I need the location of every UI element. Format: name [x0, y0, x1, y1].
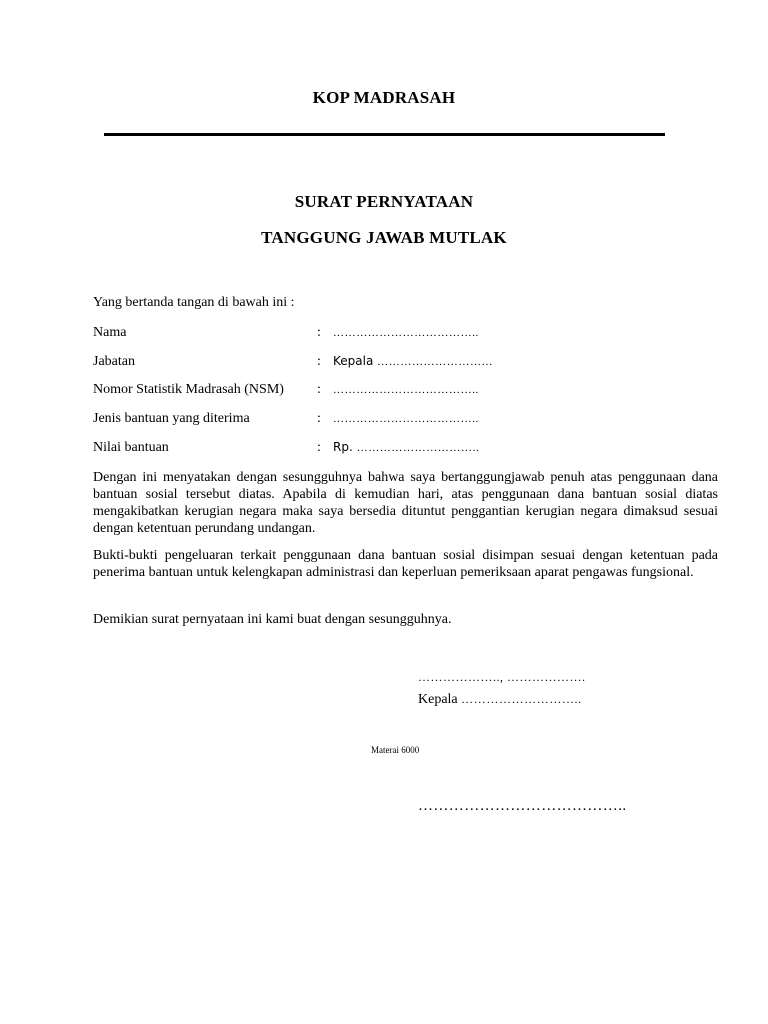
field-label: Jenis bantuan yang diterima [93, 411, 250, 426]
signer-dots: ……………………….. [461, 692, 582, 706]
field-row-jenis-bantuan [93, 411, 693, 429]
field-value [333, 411, 479, 425]
field-colon: : [317, 382, 321, 397]
letterhead-divider [104, 133, 665, 136]
field-row-nsm [93, 382, 693, 400]
place-date-line: ……………….., ………………. [418, 670, 586, 684]
field-value [333, 354, 493, 368]
field-value [333, 440, 479, 454]
field-label: Nilai bantuan [93, 440, 169, 455]
field-dots: ………………………… [377, 356, 494, 368]
document-subtitle: TANGGUNG JAWAB MUTLAK [261, 228, 507, 247]
field-row-nama [93, 325, 693, 343]
signature-line: ………………………………….. [418, 798, 627, 814]
field-dots: ……………………………….. [333, 413, 479, 425]
document-title: SURAT PERNYATAAN [294, 192, 474, 211]
field-row-jabatan [93, 354, 693, 372]
field-colon: : [317, 440, 321, 455]
stamp-duty-note: Materai 6000 [371, 745, 420, 755]
field-prefix: Rp. [333, 440, 357, 454]
field-row-nilai-bantuan [93, 440, 693, 458]
signer-label: Kepala [418, 692, 462, 707]
field-dots: ………………………….. [356, 442, 480, 454]
statement-paragraph: Dengan ini menyatakan dengan sesungguhnya bahwa saya bertanggungjawab penuh atas penggunaan dana bantuan sosial tersebut diatas. Apabila di kemudian hari, atas penggunaan dana bantuan sosial diatas mengakibatkan kerugian negara maka saya bersedia dituntut penggantian kerugian negara dimaksud sesuai dengan ketentuan perundang undangan. [93, 470, 718, 536]
field-dots: ……………………………….. [333, 384, 479, 396]
field-colon: : [317, 354, 321, 369]
field-label: Nama [93, 325, 127, 340]
field-colon: : [317, 325, 321, 340]
closing-paragraph: Demikian surat pernyataan ini kami buat dengan sesungguhnya. [93, 612, 452, 627]
signer-title [418, 692, 582, 708]
field-label: Jabatan [93, 354, 135, 369]
intro-text: Yang bertanda tangan di bawah ini : [93, 295, 295, 310]
field-value [333, 382, 479, 396]
field-dots: ……………………………….. [333, 327, 479, 339]
field-colon: : [317, 411, 321, 426]
field-prefix: Kepala [333, 354, 378, 368]
evidence-paragraph: Bukti-bukti pengeluaran terkait penggunaan dana bantuan sosial disimpan sesuai dengan ketentuan pada penerima bantuan untuk kelengkapan administrasi dan keperluan pemeriksaan aparat pengawas fungsional. [93, 548, 718, 580]
letterhead-title: KOP MADRASAH [312, 88, 456, 107]
field-label: Nomor Statistik Madrasah (NSM) [93, 382, 284, 397]
field-value [333, 325, 479, 339]
